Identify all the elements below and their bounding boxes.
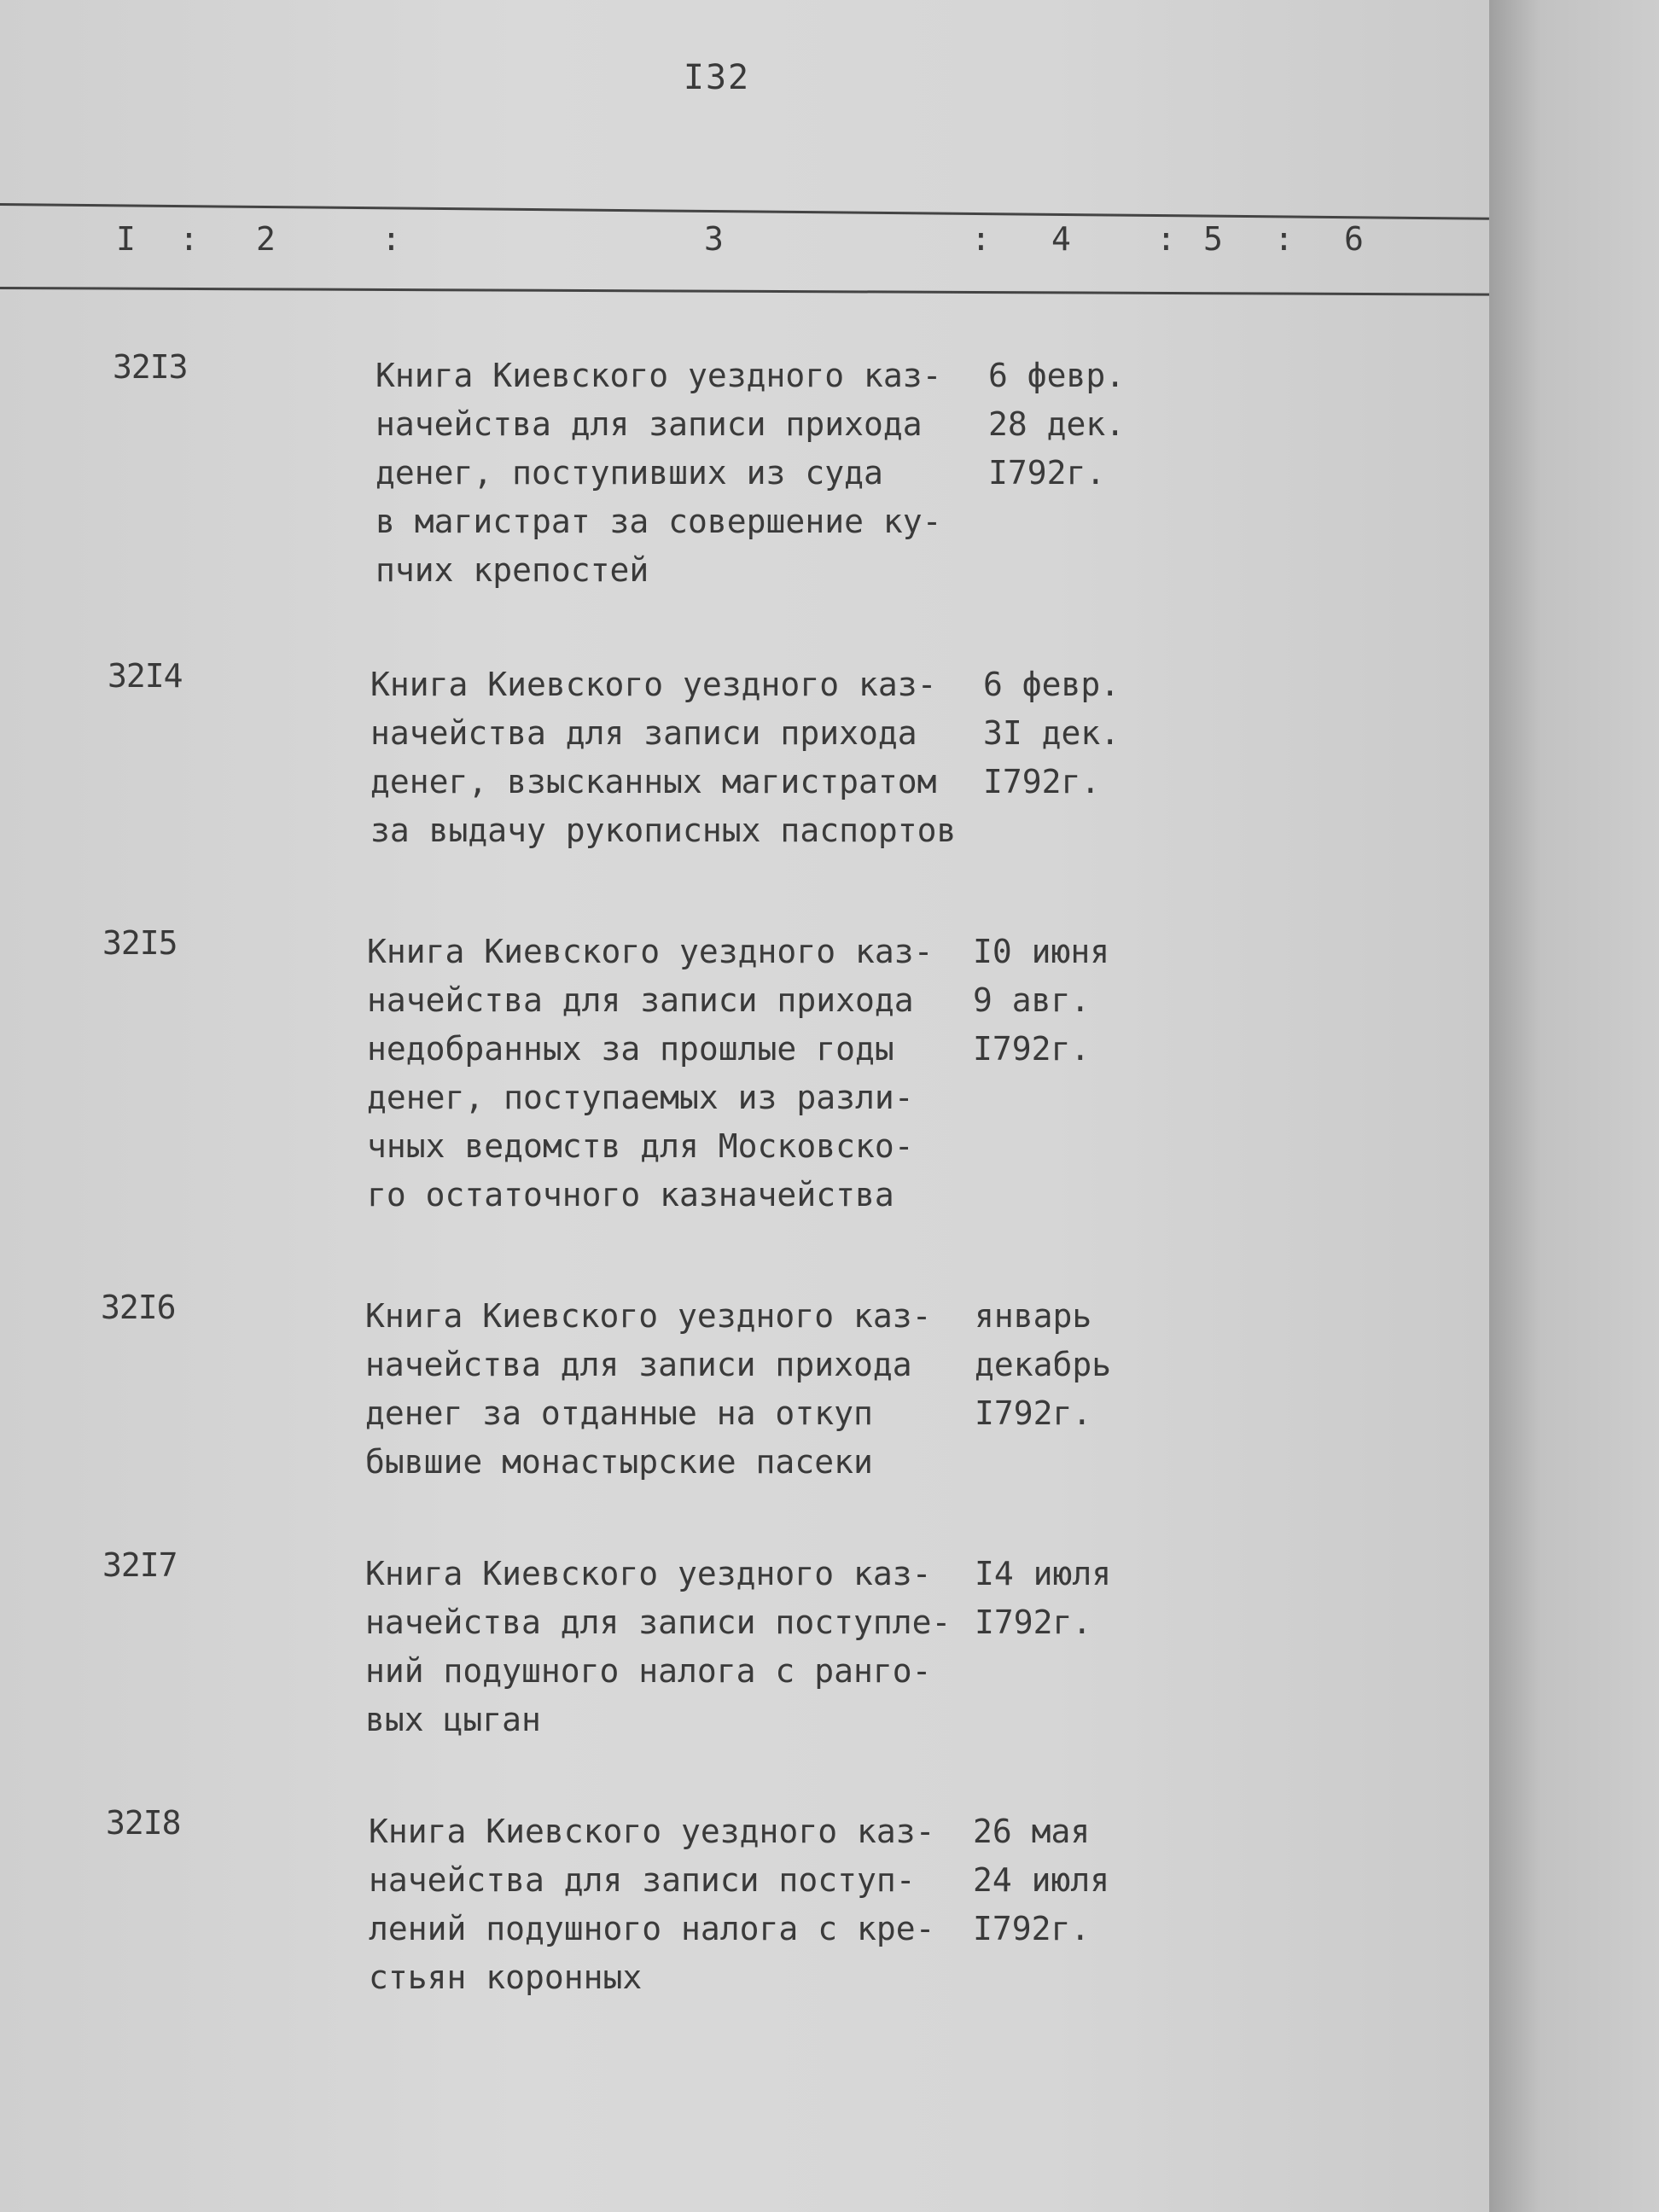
entry-number: 32I8 — [106, 1804, 181, 1842]
date-line: 6 февр. — [983, 666, 1121, 703]
entry-dates — [973, 928, 1109, 1074]
entry-description — [367, 928, 933, 1220]
column-header: 2 — [256, 220, 276, 258]
entry-number: 32I4 — [108, 657, 183, 695]
column-separator: : — [1274, 220, 1294, 258]
description-line: лений подушного налога с кре- — [369, 1910, 935, 1947]
description-line: Книга Киевского уездного каз- — [369, 1813, 935, 1850]
description-line: пчих крепостей — [375, 551, 649, 589]
date-line: 24 июля — [973, 1861, 1110, 1899]
entry-dates — [988, 352, 1125, 498]
column-header: 5 — [1203, 220, 1223, 258]
description-line: Книга Киевского уездного каз- — [370, 666, 937, 703]
entry-description — [375, 352, 941, 595]
entry-description — [369, 1807, 934, 2002]
entry-dates — [975, 1550, 1111, 1647]
description-line: стьян коронных — [369, 1959, 643, 1996]
description-line: начейства для записи поступле- — [365, 1604, 952, 1641]
column-header: I — [116, 220, 136, 258]
page-edge — [1489, 0, 1659, 2212]
entry-dates — [975, 1292, 1111, 1438]
column-separator: : — [381, 220, 401, 258]
description-line: начейства для записи прихода — [365, 1346, 912, 1383]
description-line: вых цыган — [365, 1701, 541, 1738]
column-separator: : — [1156, 220, 1176, 258]
entry-number: 32I3 — [113, 348, 188, 386]
entry-description — [365, 1550, 951, 1744]
date-line: 6 февр. — [988, 357, 1126, 394]
description-line: Книга Киевского уездного каз- — [365, 1297, 932, 1335]
description-line: в магистрат за совершение ку- — [375, 503, 942, 540]
column-header: 3 — [704, 220, 724, 258]
date-line: I792г. — [973, 1030, 1091, 1068]
date-line: январь — [975, 1297, 1092, 1335]
column-separator: : — [179, 220, 199, 258]
entry-number: 32I5 — [102, 924, 178, 962]
entry-dates — [973, 1807, 1109, 1953]
entry-number: 32I7 — [102, 1546, 178, 1584]
date-line: 28 дек. — [988, 405, 1126, 443]
description-line: ний подушного налога с ранго- — [365, 1652, 932, 1690]
description-line: денег, поступивших из суда — [375, 454, 883, 492]
entry-number: 32I6 — [101, 1289, 176, 1326]
entry-description — [370, 661, 956, 855]
description-line: начейства для записи поступ- — [369, 1861, 916, 1899]
date-line: I0 июня — [973, 933, 1110, 970]
description-line: денег, взысканных магистратом — [370, 763, 937, 800]
date-line: I4 июля — [975, 1555, 1112, 1592]
column-header: 6 — [1344, 220, 1364, 258]
date-line: I792г. — [988, 454, 1106, 492]
description-line: начейства для записи прихода — [370, 714, 917, 752]
description-line: денег, поступаемых из разли- — [367, 1079, 914, 1116]
description-line: начейства для записи прихода — [375, 405, 923, 443]
entry-description — [365, 1292, 931, 1487]
entry-dates — [983, 661, 1120, 806]
description-line: го остаточного казначейства — [367, 1176, 894, 1214]
date-line: I792г. — [973, 1910, 1091, 1947]
date-line: 9 авг. — [973, 981, 1091, 1019]
description-line: Книга Киевского уездного каз- — [365, 1555, 932, 1592]
description-line: Книга Киевского уездного каз- — [375, 357, 942, 394]
description-line: недобранных за прошлые годы — [367, 1030, 894, 1068]
description-line: Книга Киевского уездного каз- — [367, 933, 934, 970]
date-line: 3I дек. — [983, 714, 1121, 752]
description-line: чных ведомств для Московско- — [367, 1127, 914, 1165]
date-line: I792г. — [975, 1604, 1092, 1641]
date-line: I792г. — [975, 1394, 1092, 1432]
date-line: I792г. — [983, 763, 1101, 800]
description-line: денег за отданные на откуп — [365, 1394, 873, 1432]
description-line: за выдачу рукописных паспортов — [370, 812, 957, 849]
column-separator: : — [971, 220, 991, 258]
date-line: 26 мая — [973, 1813, 1091, 1850]
date-line: декабрь — [975, 1346, 1112, 1383]
page-number: I32 — [683, 58, 751, 97]
description-line: бывшие монастырские пасеки — [365, 1443, 873, 1481]
description-line: начейства для записи прихода — [367, 981, 914, 1019]
column-header: 4 — [1051, 220, 1071, 258]
